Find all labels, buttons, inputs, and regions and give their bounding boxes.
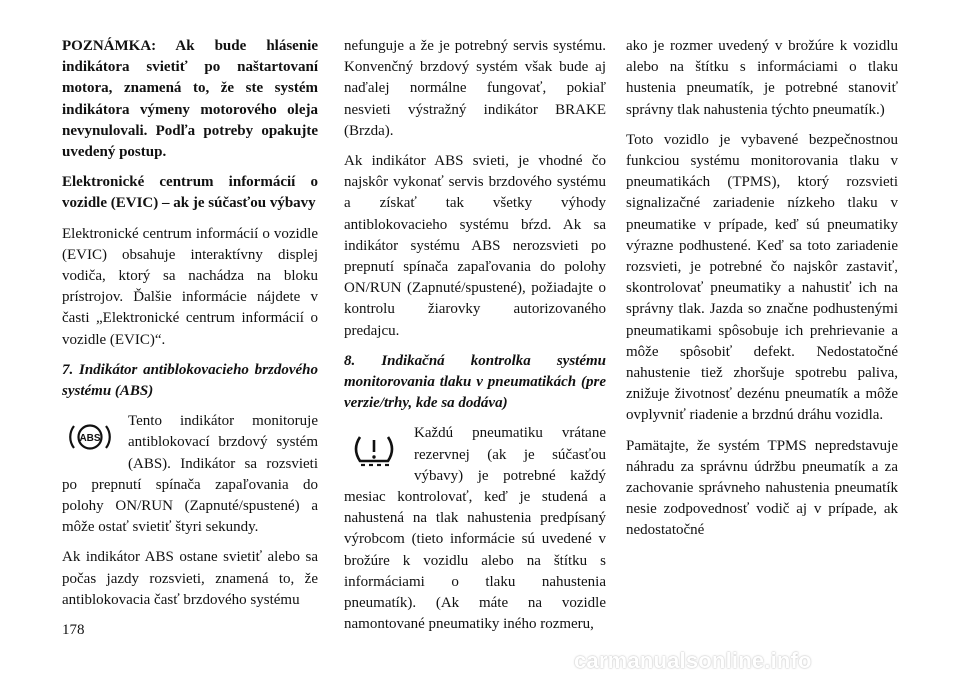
abs-heading: 7. Indikátor antiblokovacieho brzdového systému (ABS) xyxy=(62,361,318,400)
abs-icon-label: ABS xyxy=(79,433,101,445)
tpms-continuation-paragraph: ako je rozmer uvedený v brožúre k vozidlu alebo na štítku s informáciami o tlaku hustenia pneumatík, je potrebné stanoviť správny tlak nahustenia týchto pneumatík.) xyxy=(626,38,898,118)
evic-paragraph: Elektronické centrum informácií o vozidle (EVIC) obsahuje interaktívny displej vodiča, ktorý sa nachádza na bloku prístrojov. Ďalšie informácie nájdete v časti „Elektronické centrum informácií o vozidle (EVIC)“. xyxy=(62,225,318,348)
abs-on-paragraph: Ak indikátor ABS ostane svietiť alebo sa počas jazdy rozsvieti, znamená to, že antiblokovacia časť brzdového systému xyxy=(62,549,318,608)
tpms-indicator-block xyxy=(344,423,606,635)
column-2 xyxy=(344,36,606,644)
abs-warning-icon xyxy=(62,417,118,465)
abs-indicator-block xyxy=(62,411,318,538)
tpms-remember-paragraph: Pamätajte, že systém TPMS nepredstavuje náhradu za správnu údržbu pneumatík a za zachovanie správneho nahustenia pneumatík nesie zodpovednosť vodič aj v prípade, ak nedostatočné xyxy=(626,437,898,539)
abs-continuation-paragraph: nefunguje a že je potrebný servis systému. Konvenčný brzdový systém však bude aj naďalej normálne fungovať, pokiaľ nesvieti výstražný indikátor BRAKE (Brzda). xyxy=(344,38,606,139)
site-watermark: carmanualsonline.info xyxy=(574,648,812,673)
page-number: 178 xyxy=(62,622,85,638)
note-paragraph: POZNÁMKA: Ak bude hlásenie indikátora svietiť po naštartovaní motora, znamená to, že ste systém indikátora výmeny motorového oleja nevynulovali. Podľa potreby opakujte uvedený postup. xyxy=(62,38,318,161)
tpms-check-paragraph: Každú pneumatiku vrátane rezervnej (ak je súčasťou výbavy) je potrebné každý mesiac kontrolovať, keď je studená a nahustená na tlak nahustenia predpísaný výrobcom (tieto informácie sú uvedené v brožúre k vozidlu alebo na štítku s informáciami o tlaku nahustenia pneumatík). (Ak máte na vozidle namontované pneumatiky iného rozmeru, xyxy=(344,425,606,633)
evic-heading: Elektronické centrum informácií o vozidle (EVIC) – ak je súčasťou výbavy xyxy=(62,174,318,212)
abs-paragraph: Tento indikátor monitoruje antiblokovací brzdový systém (ABS). Indikátor sa rozsvieti po prepnutí spínača zapaľovania do polohy ON/RUN (Zapnuté/spustené) a môže ostať svietiť štyri sekundy. xyxy=(62,413,318,536)
tpms-system-paragraph: Toto vozidlo je vybavené bezpečnostnou funkciou systému monitorovania tlaku v pneumatikách (TPMS), ktorý rozsvieti signalizačné zariadenie nízkeho tlaku v pneumatike v prípade, keď sú pneumatiky výrazne podhustené. Keď sa toto zariadenie rozsvieti, je potrebné čo najskôr zastaviť, skontrolovať pneumatiky a nahustiť ich na správny tlak. Jazda so značne podhustenými pneumatikami spôsobuje ich prehrievanie a môže spôsobiť defekt. Nedostatočné nahustenie tiež zhoršuje spotrebu paliva, znižuje životnosť dezénu pneumatík a môže ovplyvniť riadenie a brzdnú dráhu vozidla. xyxy=(626,131,898,424)
tire-pressure-warning-icon xyxy=(344,429,404,477)
tpms-heading: 8. Indikačná kontrolka systému monitorovania tlaku v pneumatikách (pre verzie/trhy, kde sa dodáva) xyxy=(344,352,606,412)
abs-service-paragraph: Ak indikátor ABS svieti, je vhodné čo najskôr vykonať servis brzdového systému a získať tak všetky výhody antiblokovacieho systému bŕzd. Ak sa indikátor systému ABS nerozsvieti po prepnutí spínača zapaľovania do polohy ON/RUN (Zapnuté/spustené), požiadajte o kontrolu žiarovky autorizovaného predajcu. xyxy=(344,153,606,339)
column-1 xyxy=(62,36,318,620)
column-3 xyxy=(626,36,898,551)
